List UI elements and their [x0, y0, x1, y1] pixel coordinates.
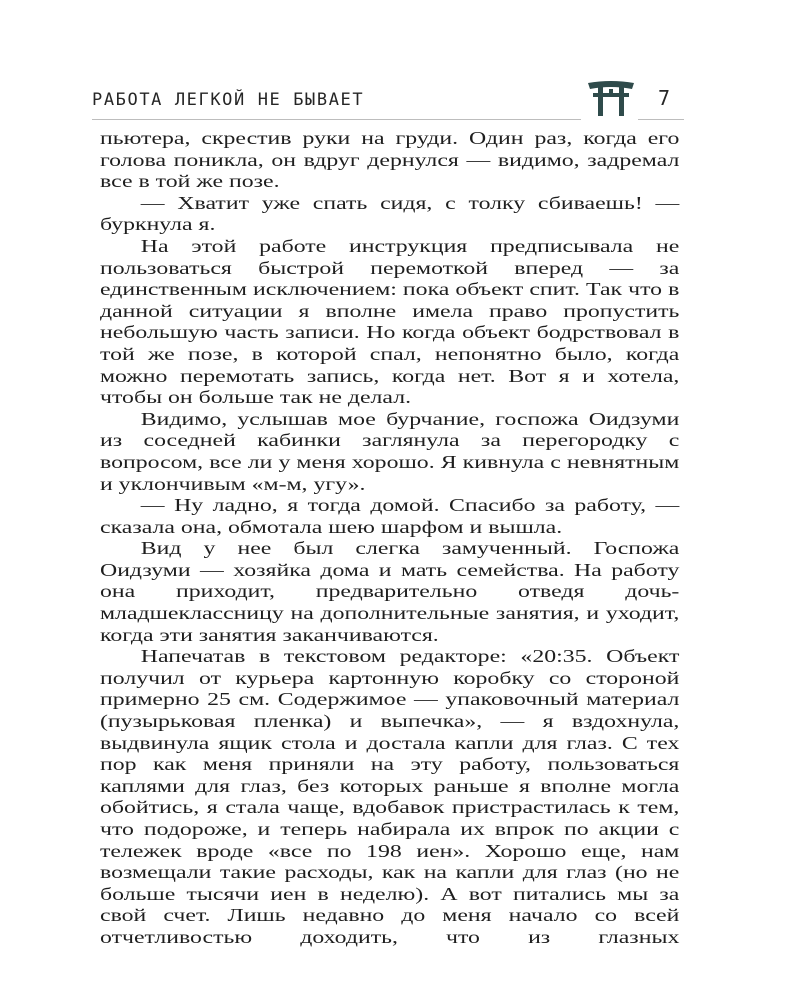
torii-gate-icon — [587, 80, 635, 116]
page-header — [92, 80, 682, 116]
paragraph: Вид у нее был слегка замученный. Госпожа Оидзуми — хозяйка дома и мать семейства. На работу она приходит, предварительно отведя дочь-младшеклассницу на дополнительные занятия, и уходит, когда эти занятия заканчиваются. — [100, 538, 680, 645]
running-title: РАБОТА ЛЕГКОЙ НЕ БЫВАЕТ — [92, 90, 365, 110]
body-text — [100, 128, 679, 949]
paragraph: Напечатав в текстовом редакторе: «20:35. Объект получил от курьера картонную коробку со стороной примерно 25 см. Содержимое — упаковочный материал (пузырьковая пленка) и выпечка», — я вздохнула, выдвинула ящик стола и достала капли для глаз. С тех пор как меня приняли на эту работу, пользоваться каплями для глаз, без которых раньше я вполне могла обойтись, я стала чаще, вдобавок пристрастилась к тем, что подороже, и теперь набирала их впрок по акции с тележек вроде «все по 198 иен». Хорошо еще, нам возмещали такие расходы, как на капли для глаз (но не больше тысячи иен в неделю). А вот питались мы за свой счет. Лишь недавно до меня начало со всей отчетливостью доходить, что из глазных — [100, 646, 680, 947]
paragraph: На этой работе инструкция предписывала не пользоваться быстрой перемоткой вперед — за единственным исключением: пока объект спит. Так что в данной ситуации я вполне имела право пропустить небольшую часть записи. Но когда объект бодрствовал в той же позе, в которой спал, непонятно было, когда можно перемотать запись, когда нет. Вот я и хотела, чтобы он больше так не делал. — [100, 235, 680, 408]
header-rule — [638, 119, 684, 120]
page-number: 7 — [658, 86, 671, 110]
header-rule — [92, 119, 581, 120]
paragraph: Видимо, услышав мое бурчание, госпожа Оидзуми из соседней кабинки заглянула за перегородку с вопросом, все ли у меня хорошо. Я кивнула с невнятным и уклончивым «м-м, угу». — [100, 408, 680, 494]
paragraph: — Ну ладно, я тогда домой. Спасибо за работу, — сказала она, обмотала шею шарфом и вышла. — [100, 495, 680, 537]
paragraph: пьютера, скрестив руки на груди. Один раз, когда его голова поникла, он вдруг дернулся — видимо, задремал все в той же позе. — [100, 128, 680, 192]
paragraph: — Хватит уже спать сидя, с толку сбиваешь! — буркнула я. — [100, 192, 680, 235]
